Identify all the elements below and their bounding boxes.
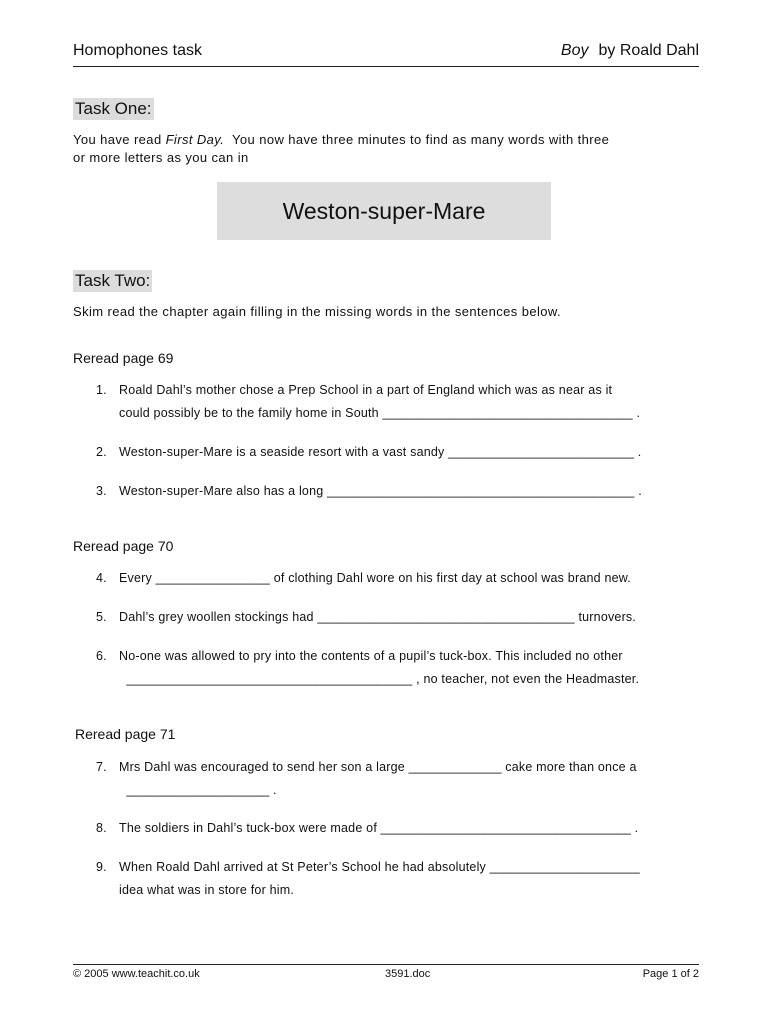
section-heading-page-70: Reread page 70 (73, 538, 174, 554)
anagram-word: Weston-super-Mare (282, 197, 486, 224)
question-text: Weston-super-Mare is a seaside resort with a vast sandy __________________________ . (119, 445, 642, 459)
question-number: 9. (96, 860, 107, 874)
footer-page-number: Page 1 of 2 (642, 968, 699, 980)
question-text: could possibly be to the family home in South ___________________________________ . (119, 406, 641, 420)
question-text: Roald Dahl’s mother chose a Prep School in a part of England which was as near as it (119, 383, 613, 397)
header-title: Homophones task (73, 42, 202, 59)
question-number: 3. (96, 484, 107, 498)
header-book-info (561, 42, 699, 60)
question-number: 5. (96, 610, 107, 624)
question-text: No-one was allowed to pry into the contents of a pupil’s tuck-box. This included no other (119, 649, 623, 663)
question-number: 1. (96, 383, 107, 397)
header-author: by Roald Dahl (598, 42, 699, 59)
task-one-intro-pre: You have read (73, 132, 166, 147)
question-number: 2. (96, 445, 107, 459)
anagram-word-box (217, 182, 551, 240)
question-text: Weston-super-Mare also has a long ___________________________________________ . (119, 484, 642, 498)
task-two-label: Task Two: (75, 271, 151, 290)
question-number: 7. (96, 760, 107, 774)
task-one-label: Task One: (75, 99, 152, 118)
section-heading-page-69: Reread page 69 (73, 350, 174, 366)
question-text: ____________________ . (119, 783, 277, 797)
question-text: When Roald Dahl arrived at St Peter’s School he had absolutely _____________________ (119, 860, 640, 874)
header-book-title: Boy (560, 42, 589, 59)
footer-copyright: © 2005 www.teachit.co.uk (73, 968, 200, 980)
question-number: 4. (96, 571, 107, 585)
page-footer (73, 964, 699, 985)
task-one-intro-book: First Day. (165, 132, 225, 147)
page-header (73, 42, 699, 67)
task-one-intro-post: You now have three minutes to find as many words with three (224, 132, 610, 147)
task-one-intro (73, 131, 699, 167)
question-number: 8. (96, 821, 107, 835)
task-two-instruction: Skim read the chapter again filling in the missing words in the sentences below. (73, 304, 561, 319)
footer-doc-id: 3591.doc (385, 968, 431, 980)
task-one-intro-line2: or more letters as you can in (73, 150, 249, 165)
section-heading-page-71: Reread page 71 (75, 726, 176, 742)
question-number: 6. (96, 649, 107, 663)
question-text: Dahl’s grey woollen stockings had ____________________________________ turnovers. (119, 610, 637, 624)
question-text: idea what was in store for him. (119, 883, 295, 897)
question-text: ________________________________________ , no teacher, not even the Headmaster. (119, 672, 640, 686)
question-text: Mrs Dahl was encouraged to send her son a large _____________ cake more than once a (119, 760, 637, 774)
question-text: Every ________________ of clothing Dahl wore on his first day at school was brand new. (119, 571, 631, 585)
question-text: The soldiers in Dahl’s tuck-box were made of ___________________________________ . (119, 821, 639, 835)
